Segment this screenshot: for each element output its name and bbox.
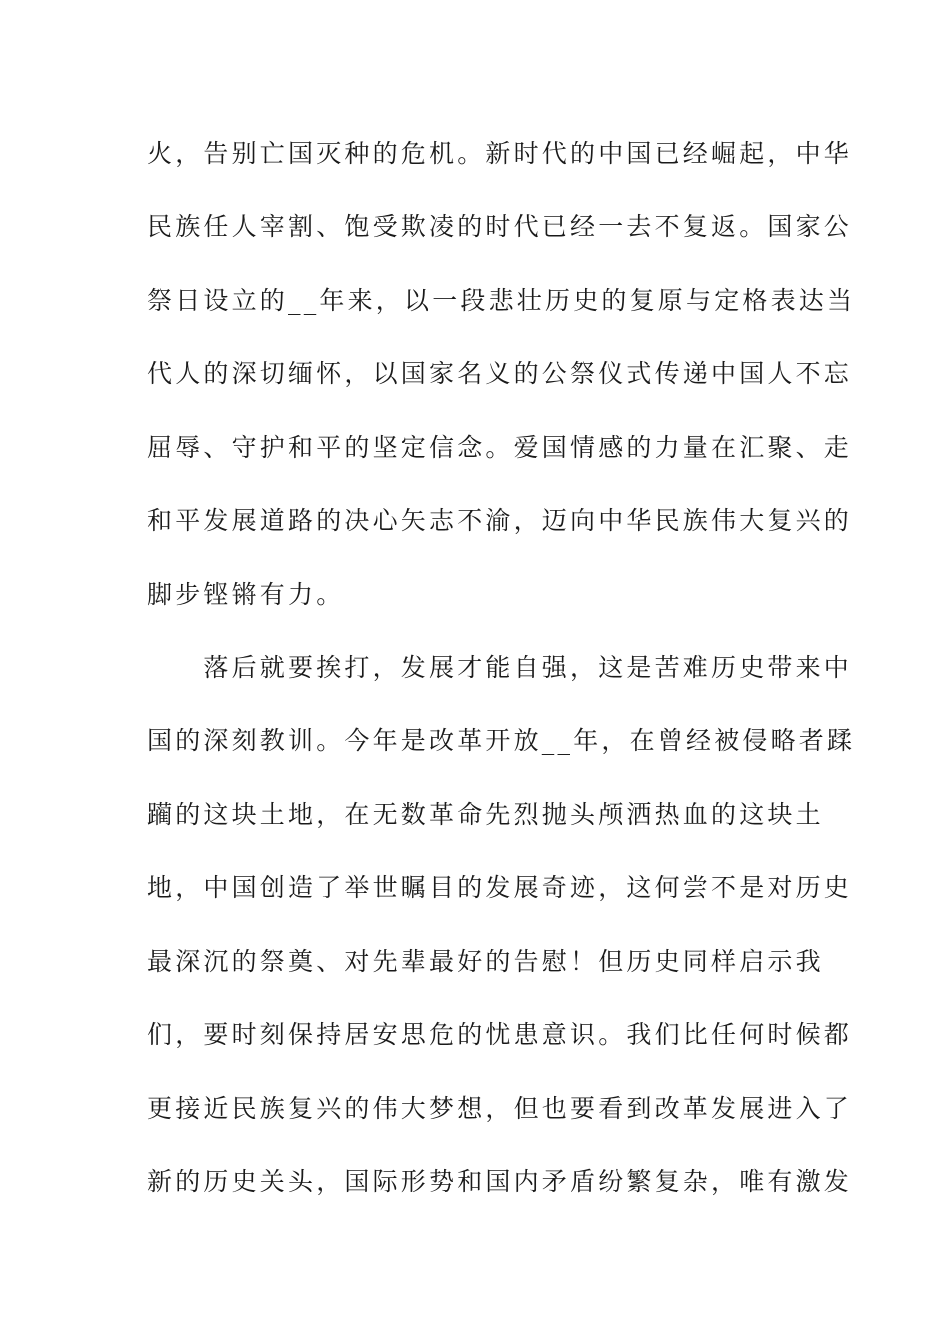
text-line: 祭日设立的__年来，以一段悲壮历史的复原与定格表达当	[147, 286, 856, 315]
text-line: 地，中国创造了举世瞩目的发展奇迹，这何尝不是对历史	[147, 873, 853, 902]
text-line: 和平发展道路的决心矢志不渝，迈向中华民族伟大复兴的	[147, 506, 853, 535]
paragraph-start-line: 落后就要挨打，发展才能自强，这是苦难历史带来中	[147, 653, 853, 682]
text-line: 更接近民族复兴的伟大梦想，但也要看到改革发展进入了	[147, 1094, 853, 1123]
text-line: 最深沉的祭奠、对先辈最好的告慰！但历史同样启示我	[147, 947, 824, 976]
text-line: 代人的深切缅怀，以国家名义的公祭仪式传递中国人不忘	[147, 359, 853, 388]
text-line: 国的深刻教训。今年是改革开放__年，在曾经被侵略者蹂	[147, 726, 856, 755]
text-line: 脚步铿锵有力。	[147, 580, 345, 609]
text-line: 屈辱、守护和平的坚定信念。爱国情感的力量在汇聚、走	[147, 433, 853, 462]
text-line: 火，告别亡国灭种的危机。新时代的中国已经崛起，中华	[147, 139, 853, 168]
text-line: 新的历史关头，国际形势和国内矛盾纷繁复杂，唯有激发	[147, 1167, 853, 1196]
text-line: 们，要时刻保持居安思危的忧患意识。我们比任何时候都	[147, 1020, 853, 1049]
text-line: 民族任人宰割、饱受欺凌的时代已经一去不复返。国家公	[147, 212, 853, 241]
text-line: 躏的这块土地，在无数革命先烈抛头颅洒热血的这块土	[147, 800, 824, 829]
